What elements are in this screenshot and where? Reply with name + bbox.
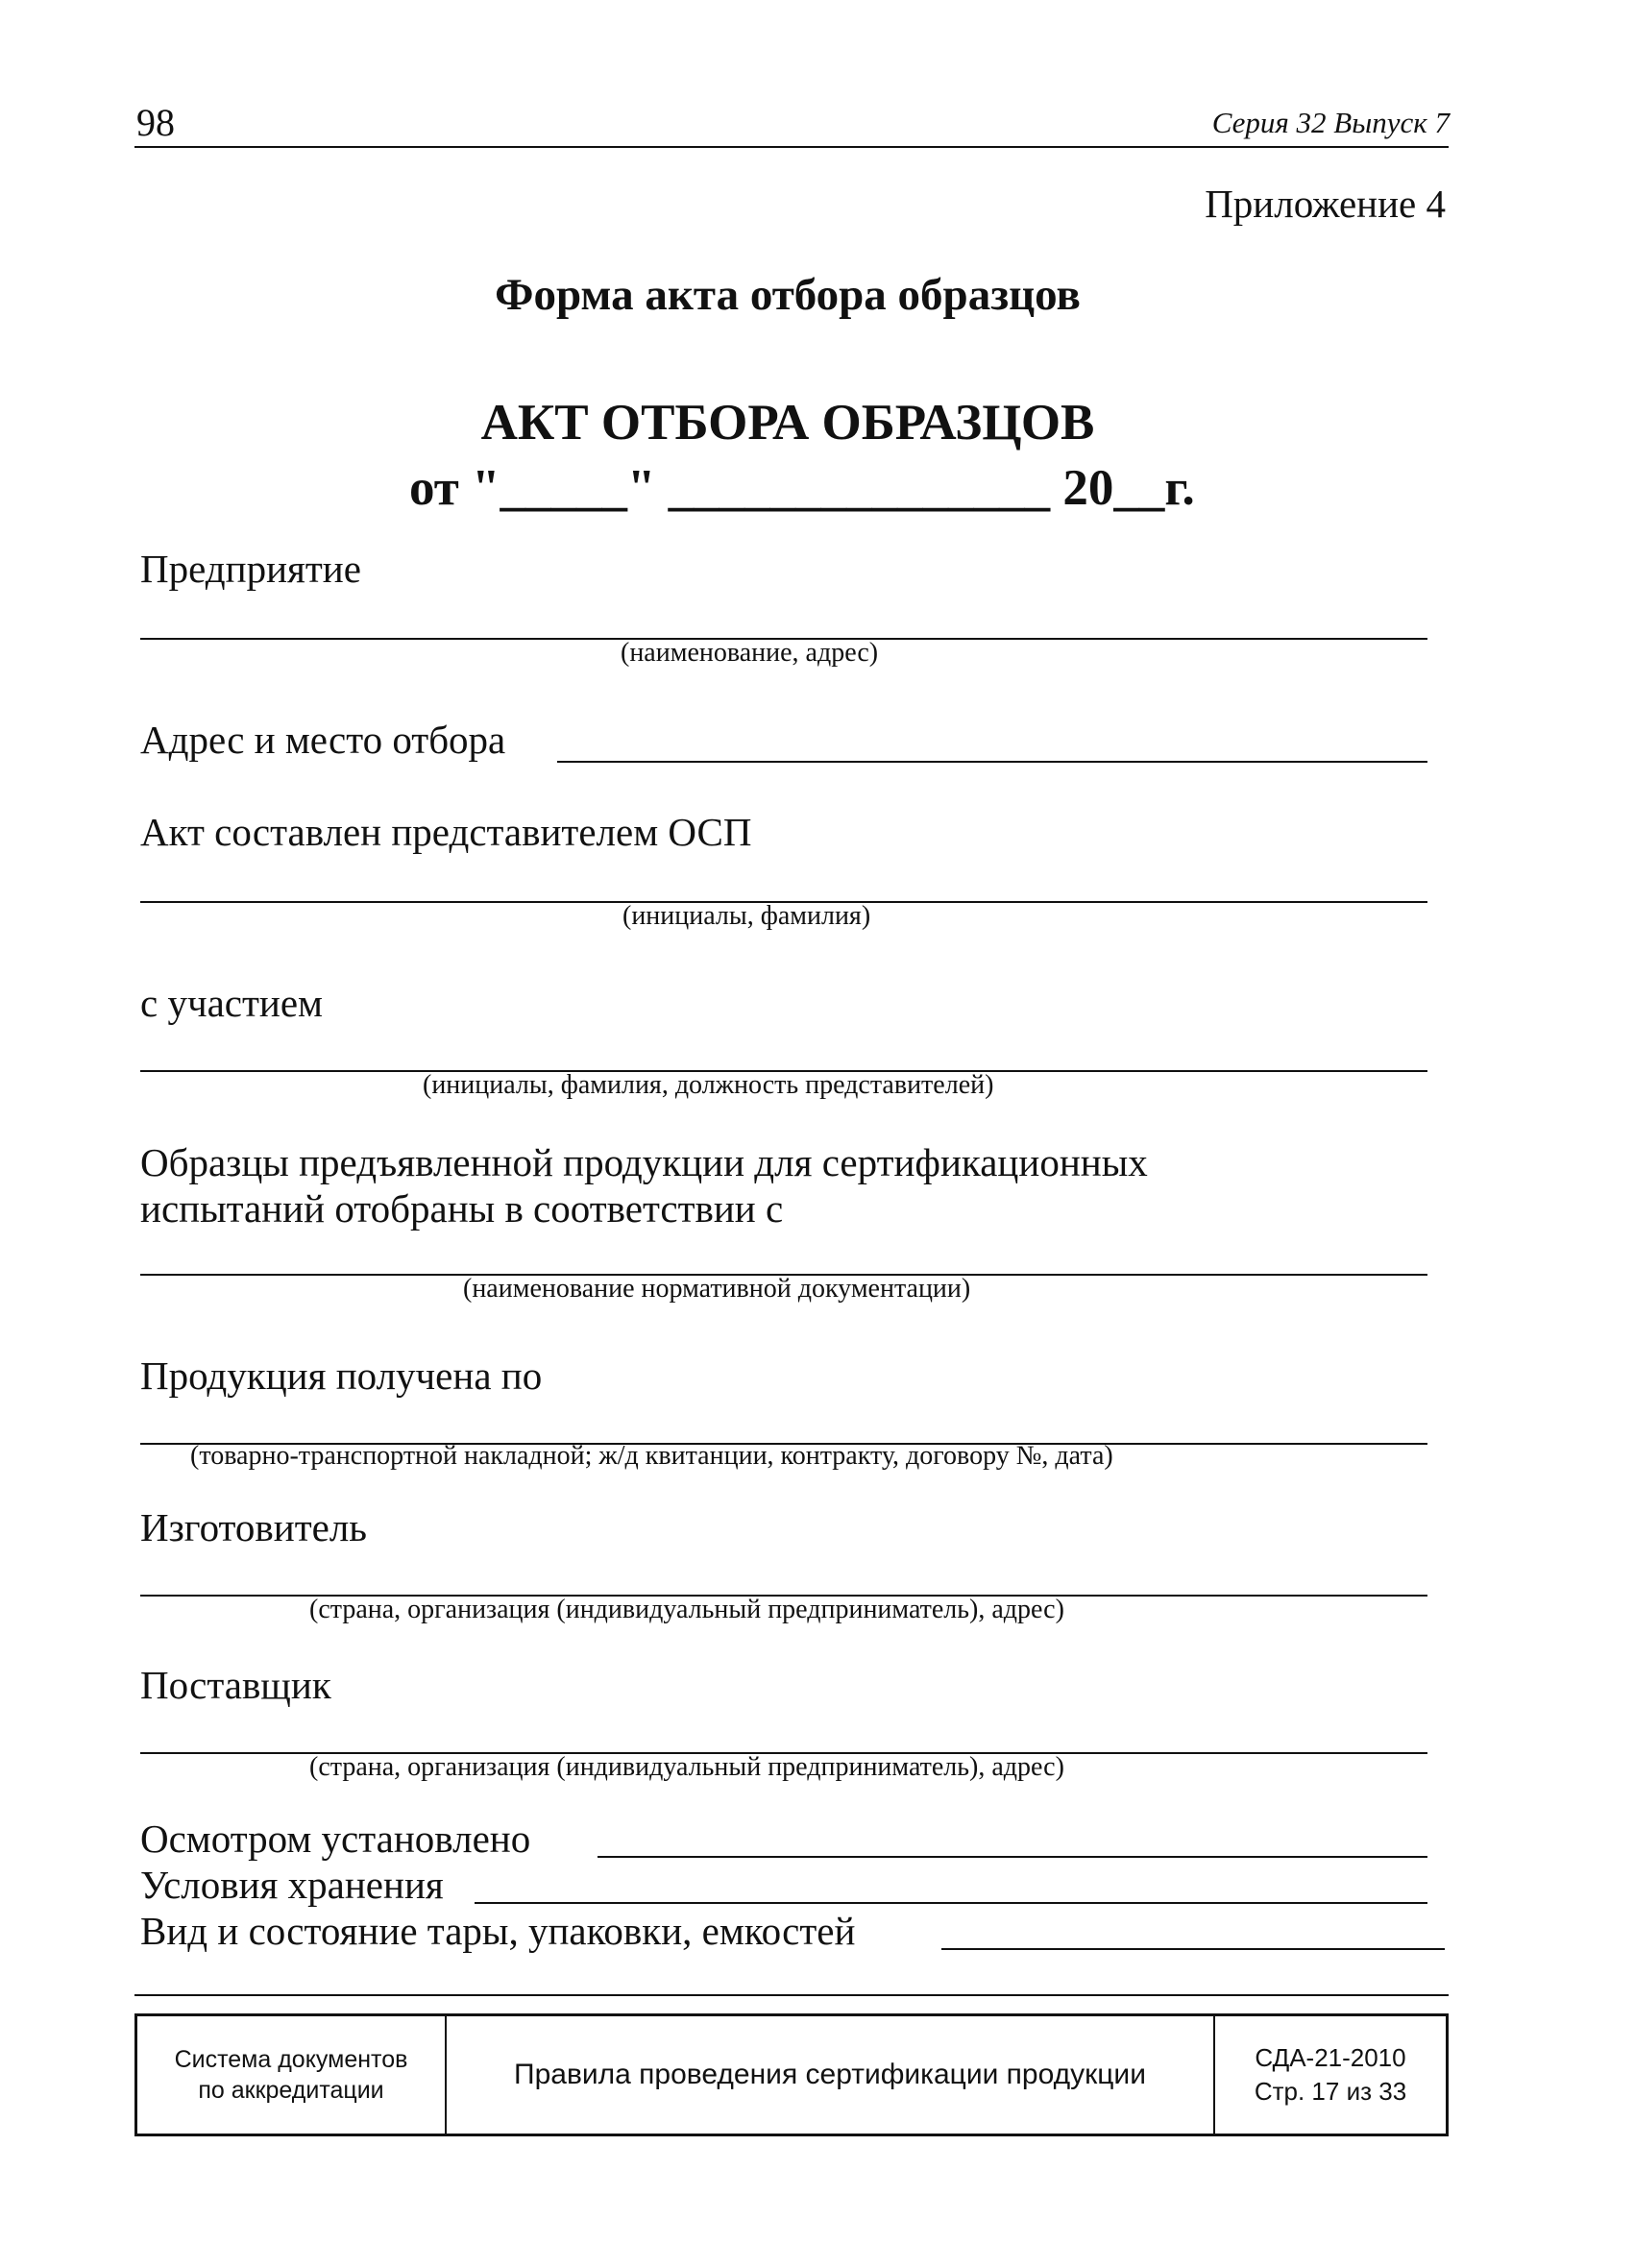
storage-label: Условия хранения <box>140 1863 444 1907</box>
footer-system-line1: Система документов <box>174 2045 408 2073</box>
footer-system-line2: по аккредитации <box>198 2077 384 2104</box>
supplier-label: Поставщик <box>140 1663 331 1707</box>
samples-label-line2: испытаний отобраны в соответствии с <box>140 1186 784 1231</box>
footer-page-info: Стр. 17 из 33 <box>1254 2077 1407 2106</box>
compiled-by-label: Акт составлен представителем ОСП <box>140 810 752 854</box>
series-label: Серия 32 Выпуск 7 <box>1211 106 1450 139</box>
packaging-label: Вид и состояние тары, упаковки, емкостей <box>140 1909 856 1953</box>
participants-hint: (инициалы, фамилия, должность представителей) <box>423 1070 994 1100</box>
manufacturer-label: Изготовитель <box>140 1505 368 1549</box>
inspection-label: Осмотром установлено <box>140 1817 531 1861</box>
storage-line[interactable] <box>475 1902 1427 1904</box>
sampling-place-label: Адрес и место отбора <box>140 718 506 762</box>
received-label: Продукция получена по <box>140 1353 543 1398</box>
act-title: АКТ ОТБОРА ОБРАЗЦОВ <box>480 395 1095 451</box>
samples-label-line1: Образцы предъявленной продукции для сертификационных <box>140 1140 1148 1184</box>
footer-code-cell <box>1215 2016 1446 2134</box>
form-title: Форма акта отбора образцов <box>495 270 1081 320</box>
footer-title-cell <box>447 2016 1215 2134</box>
footer-rule <box>134 1994 1449 1996</box>
page-number: 98 <box>136 101 175 144</box>
footer-doc-code: СДА-21-2010 <box>1255 2042 1406 2072</box>
footer-table <box>134 2013 1449 2136</box>
compiled-by-hint: (инициалы, фамилия) <box>622 901 871 931</box>
manufacturer-hint: (страна, организация (индивидуальный предприниматель), адрес) <box>309 1595 1064 1624</box>
packaging-line[interactable] <box>941 1948 1445 1950</box>
received-hint: (товарно-транспортной накладной; ж/д квитанции, контракту, договору №, дата) <box>190 1441 1113 1471</box>
enterprise-hint: (наименование, адрес) <box>621 638 879 668</box>
supplier-hint: (страна, организация (индивидуальный предприниматель), адрес) <box>309 1752 1064 1782</box>
header-rule <box>134 146 1449 148</box>
sampling-place-line[interactable] <box>557 761 1427 763</box>
appendix-label: Приложение 4 <box>1205 182 1446 226</box>
inspection-line[interactable] <box>598 1856 1427 1858</box>
participants-label: с участием <box>140 981 323 1025</box>
act-date-line: от "_____" _______________ 20__г. <box>409 460 1195 516</box>
enterprise-label: Предприятие <box>140 547 361 591</box>
footer-title: Правила проведения сертификации продукции <box>514 2059 1146 2090</box>
footer-system-cell <box>137 2016 447 2134</box>
samples-hint: (наименование нормативной документации) <box>463 1274 971 1304</box>
